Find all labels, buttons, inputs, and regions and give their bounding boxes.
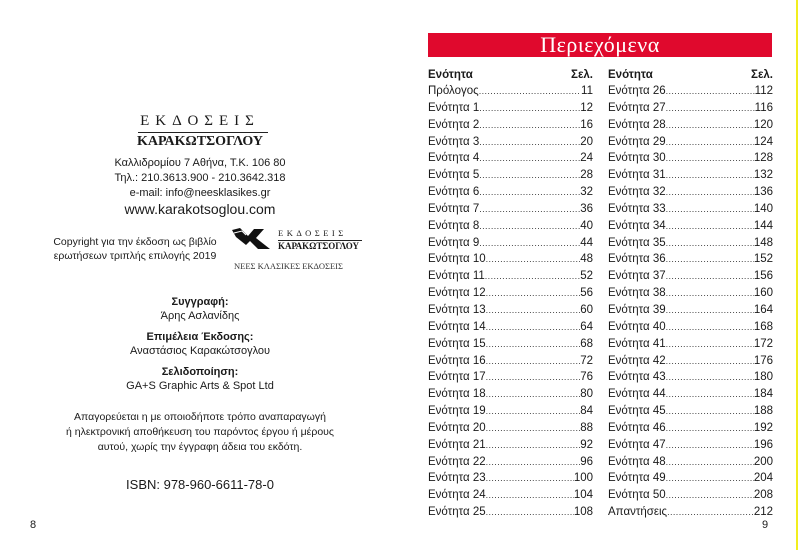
toc-entry xyxy=(608,353,773,370)
toc-entry-page: 76 xyxy=(580,371,593,384)
toc-entry-page: 188 xyxy=(753,405,773,418)
toc-entry-page: 120 xyxy=(753,118,773,131)
toc-entry xyxy=(608,167,773,184)
toc-entry-page: 60 xyxy=(580,303,593,316)
toc-entry xyxy=(428,504,593,521)
toc-entry-page: 11 xyxy=(581,85,593,97)
toc-entry-leader xyxy=(666,201,754,218)
toc-entry-page: 108 xyxy=(573,506,593,519)
toc-entry xyxy=(428,268,593,285)
toc-entry-page: 84 xyxy=(580,405,593,418)
toc-entry xyxy=(608,251,773,268)
credit-value-editor: Αναστάσιος Καρακώτσογλου xyxy=(129,345,271,357)
toc-entry-page: 192 xyxy=(753,421,773,434)
toc-entry xyxy=(608,420,773,437)
toc-entry-leader xyxy=(486,487,574,504)
toc-entry-page: 128 xyxy=(753,152,773,165)
toc-header-title: Ενότητα xyxy=(428,69,473,81)
toc-entry-page: 132 xyxy=(753,169,773,182)
toc-entry xyxy=(608,235,773,252)
toc-entry-page: 196 xyxy=(753,438,773,451)
toc-entry-leader xyxy=(485,268,580,285)
toc-entry-title: Ενότητα 45 xyxy=(608,405,666,418)
logo-subtitle: ΝΕΕΣ ΚΛΑΣΙΚΕΣ ΕΚΔΟΣΕΙΣ xyxy=(234,261,343,271)
toc-entry-leader xyxy=(666,218,754,235)
toc-entry-leader xyxy=(486,369,581,386)
credit-value-author: Άρης Ασλανίδης xyxy=(160,310,240,322)
toc-entry-title: Ενότητα 1 xyxy=(428,101,480,114)
toc-entry-page: 28 xyxy=(580,169,593,182)
toc-entry-leader xyxy=(486,319,581,336)
toc-entry-leader xyxy=(666,353,754,370)
toc-entry-page: 152 xyxy=(753,253,773,266)
toc-entry-title: Ενότητα 31 xyxy=(608,169,666,182)
toc-entry-title: Ενότητα 8 xyxy=(428,219,480,232)
phone: Τηλ.: 210.3613.900 - 210.3642.318 xyxy=(114,172,286,184)
toc-entry xyxy=(428,336,593,353)
toc-entry-title: Ενότητα 38 xyxy=(608,287,666,300)
toc-entry-leader xyxy=(486,285,581,302)
toc-entry xyxy=(608,184,773,201)
email: e-mail: info@neesklasikes.gr xyxy=(129,187,271,199)
toc-entry-leader xyxy=(666,302,754,319)
toc-entry-page: 136 xyxy=(753,186,773,199)
toc-entry-page: 12 xyxy=(580,101,593,114)
toc-entry-page: 52 xyxy=(580,270,593,283)
toc-entry-title: Απαντήσεις xyxy=(608,506,668,519)
toc-entry-leader xyxy=(666,470,754,487)
toc-entry-title: Ενότητα 32 xyxy=(608,186,666,199)
toc-entry-title: Ενότητα 33 xyxy=(608,202,666,215)
toc-header-title: Ενότητα xyxy=(608,69,653,81)
toc-entry-title: Ενότητα 9 xyxy=(428,236,480,249)
toc-entry-page: 124 xyxy=(753,135,773,148)
page-number-left: 8 xyxy=(30,519,37,531)
toc-entry-page: 184 xyxy=(753,388,773,401)
toc-entry-leader xyxy=(486,403,581,420)
toc-entry-title: Ενότητα 20 xyxy=(428,421,486,434)
toc-entry xyxy=(428,117,593,134)
toc-column-right xyxy=(608,68,773,521)
toc-entry-leader xyxy=(666,235,754,252)
toc-entry-leader xyxy=(666,117,754,134)
toc-entry-page: 56 xyxy=(580,287,593,300)
toc-entry xyxy=(428,150,593,167)
toc-entry-page: 100 xyxy=(573,472,593,485)
isbn: ISBN: 978-960-6611-78-0 xyxy=(126,477,274,492)
toc-entry xyxy=(428,235,593,252)
toc-entry-title: Ενότητα 30 xyxy=(608,152,666,165)
toc-entry-title: Ενότητα 34 xyxy=(608,219,666,232)
toc-entry xyxy=(428,470,593,487)
toc-entry xyxy=(428,403,593,420)
toc-entry-leader xyxy=(479,117,580,134)
toc-entry xyxy=(428,251,593,268)
toc-entry-leader xyxy=(479,201,580,218)
toc-banner xyxy=(428,33,772,57)
toc-entry-page: 92 xyxy=(580,438,593,451)
toc-entry xyxy=(428,420,593,437)
toc-entry-page: 96 xyxy=(580,455,593,468)
toc-entry-page: 144 xyxy=(753,219,773,232)
toc-entry-title: Ενότητα 21 xyxy=(428,438,486,451)
toc-entry-leader xyxy=(666,268,754,285)
toc-entry xyxy=(608,470,773,487)
notice-line: Απαγορεύεται η με οποιοδήποτε τρόπο αναπαραγωγή xyxy=(74,411,326,423)
toc-entry xyxy=(608,369,773,386)
toc-entry xyxy=(428,353,593,370)
toc-entry xyxy=(608,403,773,420)
toc-entry-page: 44 xyxy=(580,236,593,249)
toc-entry-page: 48 xyxy=(580,253,593,266)
toc-entry xyxy=(608,117,773,134)
toc-entry-page: 68 xyxy=(580,337,593,350)
toc-entry-page: 36 xyxy=(580,202,593,215)
toc-header xyxy=(608,68,773,83)
toc-entry-page: 212 xyxy=(753,506,773,519)
toc-entry-title: Ενότητα 16 xyxy=(428,354,486,367)
toc-entry-leader xyxy=(666,420,754,437)
toc-entry-title: Ενότητα 23 xyxy=(428,472,486,485)
toc-entry-title: Ενότητα 44 xyxy=(608,388,666,401)
toc-entry xyxy=(428,437,593,454)
toc-entry-leader xyxy=(666,285,754,302)
toc-entry-title: Ενότητα 43 xyxy=(608,371,666,384)
toc-entry-page: 164 xyxy=(753,303,773,316)
toc-entry-title: Ενότητα 22 xyxy=(428,455,486,468)
toc-entry-leader xyxy=(486,302,581,319)
toc-entry-title: Ενότητα 2 xyxy=(428,118,480,131)
toc-entry-title: Πρόλογος xyxy=(428,85,479,97)
toc-entry-title: Ενότητα 49 xyxy=(608,472,666,485)
copyright-line: ερωτήσεων τριπλής επιλογής 2019 xyxy=(53,250,217,262)
toc-header-page: Σελ. xyxy=(751,69,773,81)
toc-entry-title: Ενότητα 35 xyxy=(608,236,666,249)
toc-entry-leader xyxy=(666,167,754,184)
toc-entry-page: 160 xyxy=(753,287,773,300)
toc-entry-page: 80 xyxy=(580,388,593,401)
toc-entry-title: Ενότητα 3 xyxy=(428,135,480,148)
toc-entry-title: Ενότητα 29 xyxy=(608,135,666,148)
toc-entry-page: 20 xyxy=(580,135,593,148)
toc-entry-leader xyxy=(666,403,754,420)
toc-entry xyxy=(608,504,773,521)
toc-entry-leader xyxy=(479,218,580,235)
website: www.karakotsoglou.com xyxy=(124,201,276,217)
toc-entry xyxy=(608,437,773,454)
toc-entry-leader xyxy=(666,369,754,386)
toc-entry-page: 172 xyxy=(753,337,773,350)
toc-entry xyxy=(608,302,773,319)
toc-entry-page: 64 xyxy=(580,320,593,333)
toc-entry-page: 116 xyxy=(754,101,773,114)
toc-entry-title: Ενότητα 46 xyxy=(608,421,666,434)
toc-entry xyxy=(428,386,593,403)
toc-entry-leader xyxy=(486,454,581,471)
address: Καλλιδρομίου 7 Αθήνα, Τ.Κ. 106 80 xyxy=(114,157,286,169)
toc-entry-title: Ενότητα 48 xyxy=(608,455,666,468)
publisher-logo xyxy=(230,225,370,277)
toc-entry xyxy=(608,218,773,235)
toc-header xyxy=(428,68,593,83)
toc-title: Περιεχόμενα xyxy=(540,32,660,57)
toc-entry-title: Ενότητα 11 xyxy=(428,270,485,283)
toc-entry-page: 112 xyxy=(754,85,773,97)
toc-column-left xyxy=(428,68,593,521)
toc-entry xyxy=(428,218,593,235)
toc-entry-title: Ενότητα 14 xyxy=(428,320,486,333)
toc-entry xyxy=(608,336,773,353)
toc-entry xyxy=(608,134,773,151)
toc-entry-leader xyxy=(666,184,754,201)
toc-entry-leader xyxy=(486,437,581,454)
toc-entry xyxy=(608,285,773,302)
toc-entry-title: Ενότητα 37 xyxy=(608,270,666,283)
toc-entry-page: 24 xyxy=(580,152,593,165)
toc-entry xyxy=(428,184,593,201)
toc-entry xyxy=(608,83,773,100)
toc-entry-leader xyxy=(479,150,580,167)
toc-entry-leader xyxy=(667,504,754,521)
page-edge xyxy=(796,0,798,550)
toc-entry-title: Ενότητα 17 xyxy=(428,371,486,384)
toc-entry-title: Ενότητα 42 xyxy=(608,354,666,367)
toc-entry-leader xyxy=(666,83,755,100)
toc-entry-page: 208 xyxy=(753,489,773,502)
toc-entry-leader xyxy=(486,353,581,370)
logo-word: ΕΚΔΟΣΕΙΣ xyxy=(278,228,347,238)
toc-entry-page: 204 xyxy=(753,472,773,485)
toc-entry-leader xyxy=(486,470,574,487)
toc-entry xyxy=(428,369,593,386)
credit-label-layout: Σελιδοποίηση: xyxy=(161,366,239,378)
toc-entry-title: Ενότητα 4 xyxy=(428,152,480,165)
toc-entry-leader xyxy=(479,235,580,252)
toc-entry-leader xyxy=(666,251,754,268)
toc-entry-page: 72 xyxy=(580,354,593,367)
toc-entry xyxy=(428,201,593,218)
toc-entry-title: Ενότητα 25 xyxy=(428,506,486,519)
toc-entry-title: Ενότητα 24 xyxy=(428,489,486,502)
toc-entry-title: Ενότητα 12 xyxy=(428,287,486,300)
toc-entry xyxy=(428,285,593,302)
toc-entry-page: 176 xyxy=(753,354,773,367)
copyright-line: Copyright για την έκδοση ως βιβλίο xyxy=(53,236,217,248)
toc-entry-leader xyxy=(486,504,574,521)
toc-entry xyxy=(428,83,593,100)
toc-entry xyxy=(428,319,593,336)
credit-label-editor: Επιμέλεια Έκδοσης: xyxy=(146,331,254,343)
toc-entry-title: Ενότητα 47 xyxy=(608,438,666,451)
toc-entry-page: 168 xyxy=(753,320,773,333)
toc-entry xyxy=(428,454,593,471)
toc-entry-leader xyxy=(479,134,580,151)
publisher-rule xyxy=(138,132,268,133)
toc-entry-leader xyxy=(486,420,581,437)
toc-entry-leader xyxy=(666,150,754,167)
toc-entry-title: Ενότητα 39 xyxy=(608,303,666,316)
toc-entry-page: 148 xyxy=(753,236,773,249)
toc-entry xyxy=(608,454,773,471)
toc-entry-title: Ενότητα 41 xyxy=(608,337,666,350)
toc-entry-leader xyxy=(486,386,581,403)
toc-entry xyxy=(428,167,593,184)
toc-entry-title: Ενότητα 27 xyxy=(608,101,666,114)
toc-entry-title: Ενότητα 40 xyxy=(608,320,666,333)
notice-line: αυτού, χωρίς την έγγραφη άδεια του εκδότη. xyxy=(97,441,303,453)
toc-entry-page: 16 xyxy=(580,118,593,131)
toc-entry-page: 140 xyxy=(753,202,773,215)
toc-entry-title: Ενότητα 36 xyxy=(608,253,666,266)
toc-entry xyxy=(608,150,773,167)
toc-entry-title: Ενότητα 13 xyxy=(428,303,486,316)
toc-entry-title: Ενότητα 6 xyxy=(428,186,480,199)
toc-entry-page: 88 xyxy=(580,421,593,434)
toc-entry-leader xyxy=(479,83,581,100)
toc-entry-title: Ενότητα 50 xyxy=(608,489,666,502)
toc-entry xyxy=(428,487,593,504)
page-number-right: 9 xyxy=(762,519,769,531)
toc-header-page: Σελ. xyxy=(571,69,593,81)
notice-line: ή ηλεκτρονική αποθήκευση του παρόντος έργου ή μέρους xyxy=(66,426,334,438)
toc-entry-page: 200 xyxy=(753,455,773,468)
publisher-name: ΚΑΡΑΚΩΤΣΟΓΛΟΥ xyxy=(136,134,263,149)
copyright-notice xyxy=(40,235,230,263)
toc-entry-leader xyxy=(666,487,754,504)
toc-entry xyxy=(608,268,773,285)
toc-entry xyxy=(608,100,773,117)
toc-entry xyxy=(608,319,773,336)
toc-entry-page: 104 xyxy=(573,489,593,502)
toc-entry-page: 40 xyxy=(580,219,593,232)
logo-name: ΚΑΡΑΚΩΤΣΟΓΛΟΥ xyxy=(278,241,360,251)
toc-entry xyxy=(428,302,593,319)
toc-entry xyxy=(428,100,593,117)
toc-entry-page: 156 xyxy=(753,270,773,283)
toc-entry-leader xyxy=(479,167,580,184)
toc-entry-title: Ενότητα 7 xyxy=(428,202,480,215)
toc-entry-leader xyxy=(666,319,754,336)
toc-entry-page: 180 xyxy=(753,371,773,384)
toc-entry-leader xyxy=(666,100,755,117)
toc-entry-title: Ενότητα 15 xyxy=(428,337,486,350)
toc-entry xyxy=(608,386,773,403)
toc-entry-title: Ενότητα 19 xyxy=(428,405,486,418)
toc-entry-title: Ενότητα 10 xyxy=(428,253,486,266)
credit-value-layout: GA+S Graphic Arts & Spot Ltd xyxy=(126,380,274,392)
toc-entry-leader xyxy=(666,134,754,151)
toc-entry-leader xyxy=(666,336,754,353)
toc-entry-title: Ενότητα 18 xyxy=(428,388,486,401)
toc-entry-title: Ενότητα 5 xyxy=(428,169,480,182)
toc-entry-leader xyxy=(479,100,580,117)
toc-entry-leader xyxy=(479,184,580,201)
toc-entry-leader xyxy=(486,336,581,353)
toc-entry-title: Ενότητα 28 xyxy=(608,118,666,131)
toc-entry xyxy=(428,134,593,151)
toc-entry-page: 32 xyxy=(580,186,593,199)
credit-label-author: Συγγραφή: xyxy=(171,296,229,308)
toc-entry-leader xyxy=(666,454,754,471)
toc-entry-title: Ενότητα 26 xyxy=(608,85,666,97)
toc-entry-leader xyxy=(666,437,754,454)
toc-entry xyxy=(608,487,773,504)
toc-entry-leader xyxy=(486,251,581,268)
toc-entry xyxy=(608,201,773,218)
publisher-logo-mark-icon xyxy=(230,227,276,251)
toc-entry-leader xyxy=(666,386,754,403)
publisher-word: ΕΚΔΟΣΕΙΣ xyxy=(140,113,260,129)
